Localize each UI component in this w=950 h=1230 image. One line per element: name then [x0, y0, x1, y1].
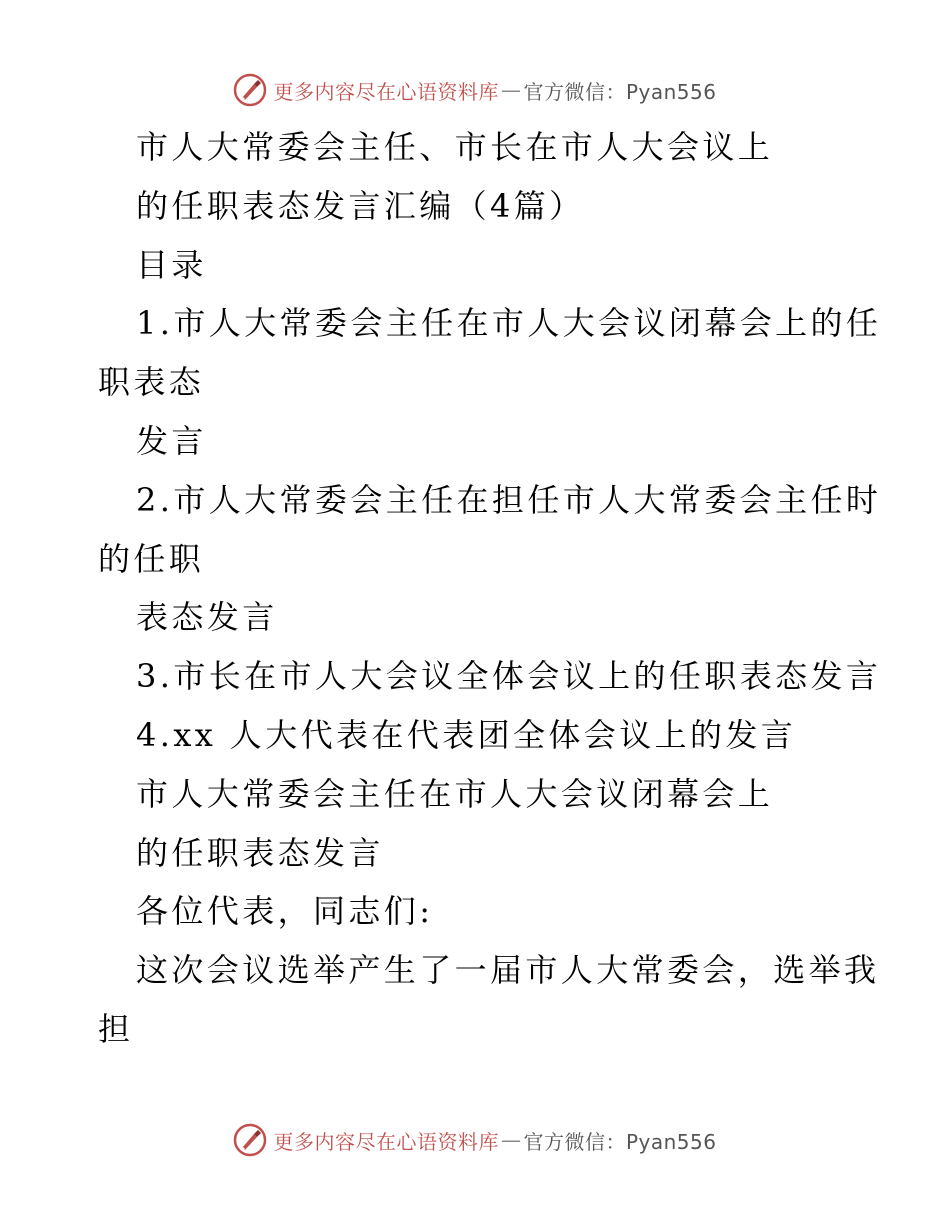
- watermark-main-text: 更多内容尽在心语资料库: [273, 79, 499, 104]
- toc-item-1: 1.市人大常委会主任在市人大会议闭幕会上的任: [136, 304, 882, 343]
- section-title-line-2: 的任职表态发言: [136, 833, 384, 872]
- toc-item-4: 4.xx 人大代表在代表团全体会议上的发言: [136, 715, 797, 754]
- header-watermark: [0, 70, 950, 110]
- watermark-separator: —: [500, 1128, 522, 1152]
- footer-watermark: [0, 1120, 950, 1160]
- toc-item-2-continued: 表态发言: [136, 598, 278, 637]
- watermark-main-text: 更多内容尽在心语资料库: [273, 1129, 499, 1154]
- toc-item-2: 2.市人大常委会主任在担任市人大常委会主任时: [136, 480, 882, 519]
- title-line-2: 的任职表态发言汇编（4篇）: [136, 186, 585, 225]
- pen-logo-icon: [233, 73, 267, 107]
- body-paragraph-line-1: 这次会议选举产生了一届市人大常委会，选举我: [136, 951, 880, 990]
- body-paragraph-line-2: 担: [98, 1009, 134, 1048]
- toc-heading: 目录: [136, 245, 207, 284]
- document-body: [0, 118, 950, 1059]
- watermark-separator: —: [500, 78, 522, 102]
- pen-logo-icon: [233, 1123, 267, 1157]
- toc-item-3: 3.市长在市人大会议全体会议上的任职表态发言: [136, 657, 882, 696]
- salutation: 各位代表，同志们:: [136, 892, 434, 931]
- toc-item-1-continued: 发言: [136, 421, 207, 460]
- toc-item-2-wrap: 的任职: [98, 539, 205, 578]
- title-line-1: 市人大常委会主任、市长在市人大会议上: [136, 128, 774, 166]
- section-title-line-1: 市人大常委会主任在市人大会议闭幕会上: [136, 774, 774, 813]
- watermark-official-text: 官方微信：Pyan556: [523, 79, 717, 104]
- watermark-official-text: 官方微信：Pyan556: [523, 1129, 717, 1154]
- toc-item-1-wrap: 职表态: [98, 363, 205, 402]
